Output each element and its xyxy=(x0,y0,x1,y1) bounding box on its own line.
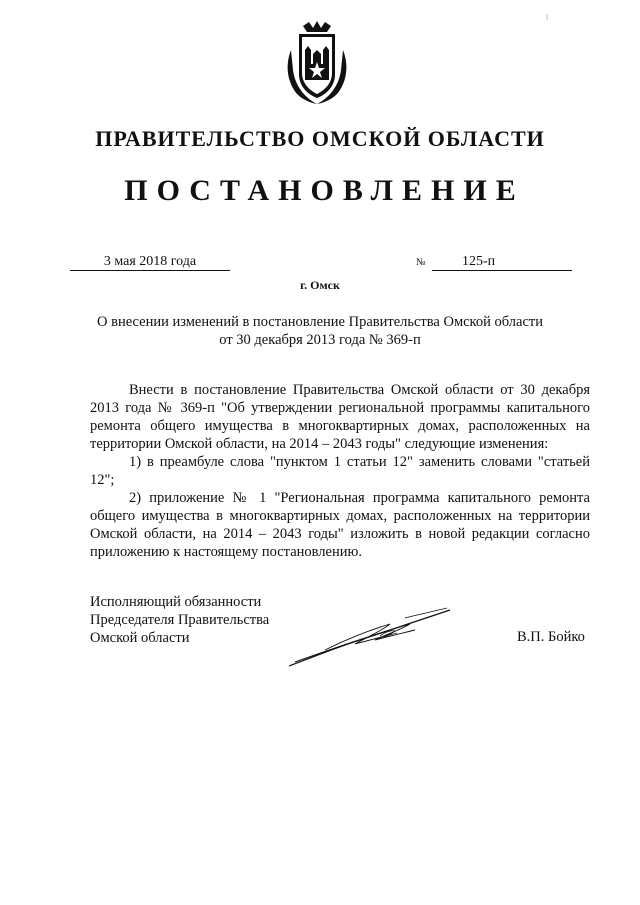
coat-of-arms-icon xyxy=(283,20,351,106)
number-label: № xyxy=(416,257,426,268)
corner-mark-icon xyxy=(544,14,550,20)
signatory-name: В.П. Бойко xyxy=(517,629,585,645)
document-type-title: ПОСТАНОВЛЕНИЕ xyxy=(124,174,525,207)
document-body xyxy=(90,381,590,561)
document-date: 3 мая 2018 года xyxy=(70,254,230,271)
document-number: 125-п xyxy=(432,254,572,271)
organization-title: ПРАВИТЕЛЬСТВО ОМСКОЙ ОБЛАСТИ xyxy=(95,126,545,151)
handwritten-signature-icon xyxy=(285,600,455,672)
signatory-position-line: Исполняющий обязанности xyxy=(90,594,262,610)
signatory-position-line: Омской области xyxy=(90,630,190,646)
document-subject xyxy=(80,313,560,349)
subject-line: О внесении изменений в постановление Правительства Омской области xyxy=(97,314,543,330)
city: г. Омск xyxy=(300,278,340,292)
signatory-position-line: Председателя Правительства xyxy=(90,612,270,628)
subject-line: от 30 декабря 2013 года № 369-п xyxy=(219,332,421,348)
body-paragraph: Внести в постановление Правительства Омской области от 30 декабря 2013 года № 369-п "Об утверждении региональной программы капитального ремонта общего имущества в многоквартирных домах, расположенных на территории Омской области, на 2014 – 2043 годы" следующие изменения: xyxy=(90,382,590,452)
body-paragraph: 2) приложение № 1 "Региональная программа капитального ремонта общего имущества в многоквартирных домах, расположенных на территории Омской области, на 2014 – 2043 годы" изложить в новой редакции согласно приложению к настоящему постановлению. xyxy=(90,490,590,560)
body-paragraph: 1) в преамбуле слова "пунктом 1 статьи 12" заменить словами "статьей 12"; xyxy=(90,454,590,488)
